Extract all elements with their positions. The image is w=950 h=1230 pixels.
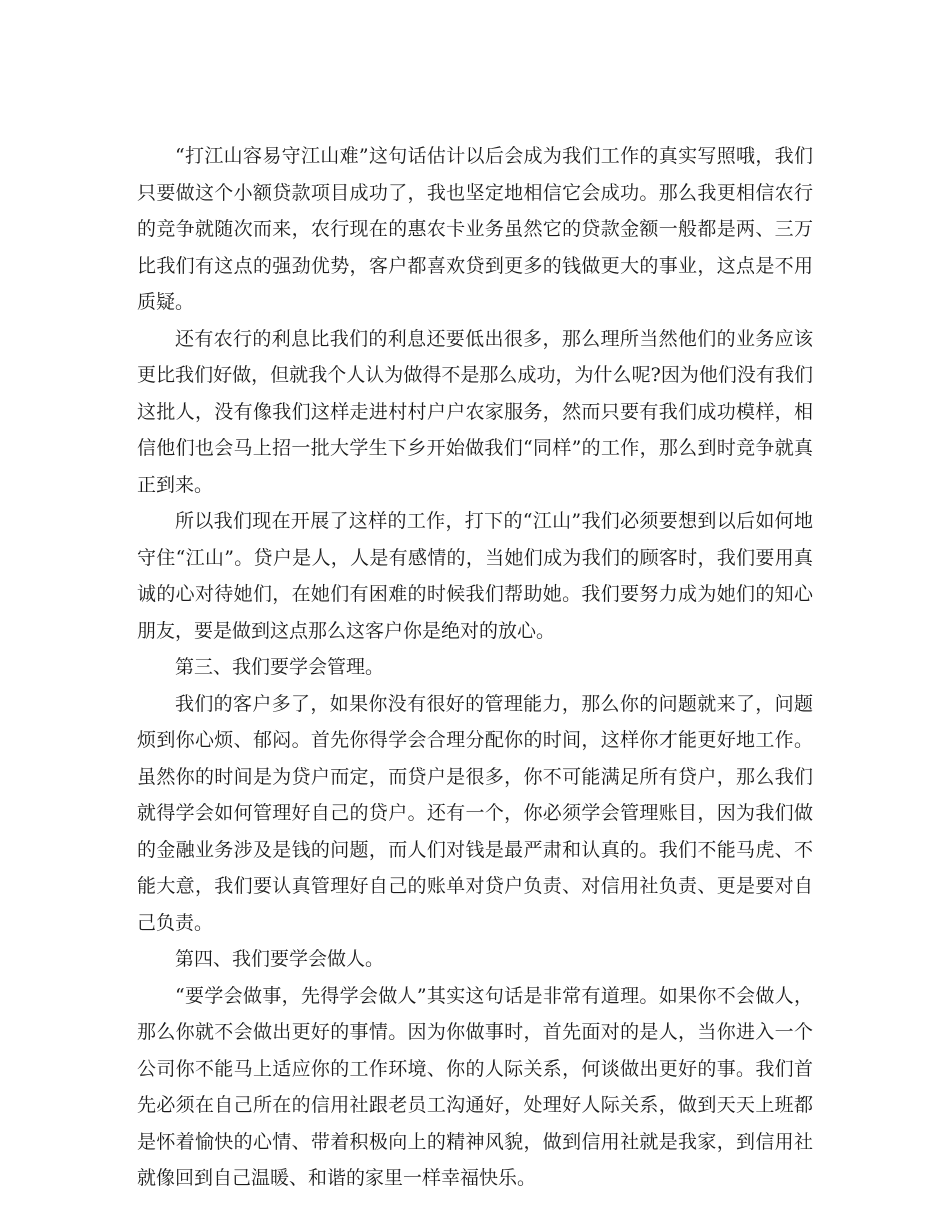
paragraph-agricultural-bank-competition: 还有农行的利息比我们的利息还要低出很多，那么理所当然他们的业务应该更比我们好做，但就我个人认为做得不是那么成功，为什么呢?因为他们没有我们这批人，没有像我们这样走进村村户户农家服务，然而只要有我们成功模样，相信他们也会马上招一批大学生下乡开始做我们“同样”的工作，那么到时竞争就真正到来。: [137, 327, 813, 496]
section-heading-management: 第三、我们要学会管理。: [175, 656, 385, 678]
paragraph-keeping-customers: 所以我们现在开展了这样的工作，打下的“江山”我们必须要想到以后如何地守住“江山”。贷户是人，人是有感情的，当她们成为我们的顾客时，我们要用真诚的心对待她们，在她们有困难的时候我们帮助她。我们要努力成为她们的知心朋友，要是做到这点那么这客户你是绝对的放心。: [137, 510, 813, 642]
paragraph-management: 我们的客户多了，如果你没有很好的管理能力，那么你的问题就来了，问题烦到你心烦、郁闷。首先你得学会合理分配你的时间，这样你才能更好地工作。虽然你的时间是为贷户而定，而贷户是很多，你不可能满足所有贷户，那么我们就得学会如何管理好自己的贷户。还有一个，你必须学会管理账目，因为我们做的金融业务涉及是钱的问题，而人们对钱是最严肃和认真的。我们不能马虎、不能大意，我们要认真管理好自己的账单对贷户负责、对信用社负责、更是要对自己负责。: [137, 692, 813, 934]
paragraph-guarding-the-gains: “打江山容易守江山难”这句话估计以后会成为我们工作的真实写照哦，我们只要做这个小额贷款项目成功了，我也坚定地相信它会成功。那么我更相信农行的竞争就随次而来，农行现在的惠农卡业务虽然它的贷款金额一般都是两、三万比我们有这点的强劲优势，客户都喜欢贷到更多的钱做更大的事业，这点是不用质疑。: [137, 145, 813, 313]
paragraph-being-a-person: “要学会做事，先得学会做人”其实这句话是非常有道理。如果你不会做人，那么你就不会做出更好的事情。因为你做事时，首先面对的是人，当你进入一个公司你不能马上适应你的工作环境、你的人际关系，何谈做出更好的事。我们首先必须在自己所在的信用社跟老员工沟通好，处理好人际关系，做到天天上班都是怀着愉快的心情、带着积极向上的精神风貌，做到信用社就是我家，到信用社就像回到自己温暖、和谐的家里一样幸福快乐。: [137, 984, 813, 1189]
section-heading-being-a-person: 第四、我们要学会做人。: [175, 948, 385, 970]
document-body: [137, 138, 813, 1197]
